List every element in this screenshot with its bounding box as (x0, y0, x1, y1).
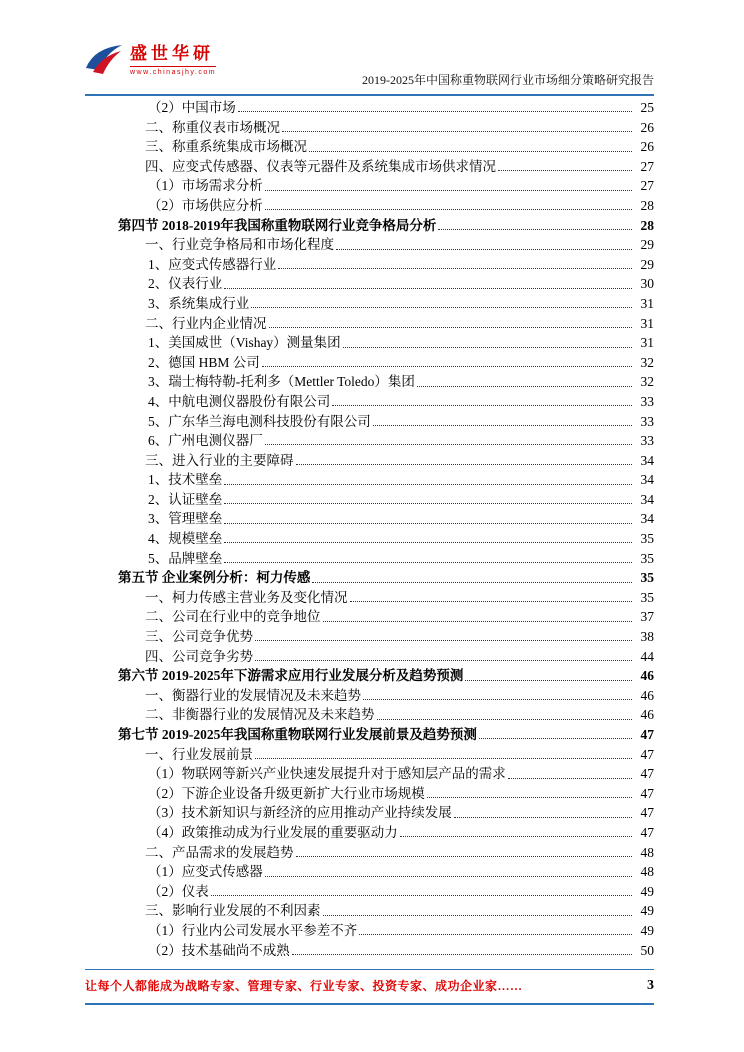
toc-entry-title: 第五节 企业案例分析：柯力传感 (118, 570, 311, 586)
toc-leader-dots (238, 103, 632, 112)
toc-entry-title: （2）中国市场 (148, 100, 236, 115)
toc-entry-page: 47 (640, 785, 654, 801)
toc-entry[interactable] (85, 196, 654, 216)
toc-leader-dots (465, 671, 632, 680)
toc-entry-title: 6、广州电测仪器厂 (148, 433, 263, 449)
toc-entry-page: 33 (640, 393, 654, 409)
toc-leader-dots (278, 260, 632, 269)
toc-leader-dots (336, 240, 632, 249)
toc-entry-title: 1、应变式传感器行业 (148, 256, 277, 272)
toc-entry-title: 一、行业发展前景 (145, 746, 253, 762)
toc-leader-dots (282, 123, 632, 132)
toc-entry-page: 27 (640, 158, 654, 174)
toc-entry[interactable] (85, 353, 654, 373)
toc-entry-title: 2、德国 HBM 公司 (148, 354, 260, 370)
toc-leader-dots (427, 789, 632, 798)
toc-entry-page: 46 (640, 707, 654, 723)
toc-leader-dots (479, 730, 632, 739)
toc-entry[interactable] (85, 176, 654, 196)
toc-leader-dots (343, 338, 632, 347)
toc-leader-dots (224, 495, 632, 504)
toc-entry-title: （1）物联网等新兴产业快速发展提升对于感知层产品的需求 (148, 766, 506, 782)
toc-list (85, 98, 654, 960)
footer-divider-bottom (85, 1003, 654, 1005)
toc-entry[interactable] (85, 372, 654, 392)
toc-entry[interactable] (85, 666, 654, 686)
toc-entry[interactable] (85, 451, 654, 471)
toc-entry-page: 47 (640, 766, 654, 782)
toc-entry[interactable] (85, 431, 654, 451)
toc-leader-dots (498, 162, 632, 171)
toc-entry-page: 34 (640, 491, 654, 507)
toc-entry-page: 47 (640, 746, 654, 762)
toc-leader-dots (417, 378, 632, 387)
toc-entry[interactable] (85, 745, 654, 765)
toc-entry-page: 34 (640, 511, 654, 527)
toc-leader-dots (255, 632, 632, 641)
toc-leader-dots (363, 691, 632, 700)
toc-entry[interactable] (85, 98, 654, 118)
toc-entry-title: 5、品牌壁垒 (148, 550, 223, 566)
toc-entry-page: 49 (640, 883, 654, 899)
toc-entry-page: 35 (640, 570, 654, 586)
toc-entry-title: 一、柯力传感主营业务及变化情况 (145, 589, 348, 605)
toc-entry[interactable] (85, 333, 654, 353)
toc-entry-page: 34 (640, 472, 654, 488)
toc-entry-page: 50 (640, 942, 654, 958)
toc-entry[interactable] (85, 764, 654, 784)
toc-leader-dots (508, 769, 632, 778)
toc-entry-page: 33 (640, 413, 654, 429)
brand-logo (84, 42, 216, 76)
toc-leader-dots (262, 358, 632, 367)
toc-entry-title: （2）技术基础尚不成熟 (148, 942, 290, 958)
toc-entry-title: 二、称重仪表市场概况 (145, 119, 280, 135)
toc-entry-page: 28 (640, 197, 654, 213)
toc-entry-page: 49 (640, 903, 654, 919)
toc-entry-page: 32 (640, 374, 654, 390)
toc-entry[interactable] (85, 921, 654, 941)
toc-entry[interactable] (85, 647, 654, 667)
toc-entry[interactable] (85, 568, 654, 588)
toc-entry[interactable] (85, 607, 654, 627)
toc-leader-dots (373, 417, 632, 426)
toc-entry-title: 1、技术壁垒 (148, 472, 223, 488)
toc-entry-page: 48 (640, 844, 654, 860)
toc-entry[interactable] (85, 470, 654, 490)
toc-leader-dots (251, 299, 632, 308)
toc-leader-dots (265, 201, 632, 210)
toc-entry-page: 26 (640, 119, 654, 135)
toc-entry-title: 2、认证壁垒 (148, 491, 223, 507)
toc-entry-title: 三、进入行业的主要障碍 (145, 452, 294, 468)
toc-entry[interactable] (85, 901, 654, 921)
toc-entry-page: 44 (640, 648, 654, 664)
toc-entry-title: 二、非衡器行业的发展情况及未来趋势 (145, 707, 375, 723)
toc-leader-dots (265, 436, 632, 445)
toc-entry-title: 三、称重系统集成市场概况 (145, 139, 307, 155)
toc-leader-dots (350, 593, 633, 602)
toc-entry[interactable] (85, 862, 654, 882)
toc-entry-page: 48 (640, 864, 654, 880)
toc-entry[interactable] (85, 529, 654, 549)
toc-entry-title: （1）市场需求分析 (148, 178, 263, 194)
brand-text-block (130, 42, 216, 76)
toc-entry-title: 4、中航电测仪器股份有限公司 (148, 393, 331, 409)
toc-entry-title: （2）下游企业设备升级更新扩大行业市场规模 (148, 785, 425, 801)
toc-entry-page: 34 (640, 452, 654, 468)
toc-entry-title: 三、影响行业发展的不利因素 (145, 903, 321, 919)
toc-entry-page: 30 (640, 276, 654, 292)
toc-entry-title: 2、仪表行业 (148, 276, 223, 292)
toc-entry-title: （2）市场供应分析 (148, 197, 263, 213)
toc-entry-title: （1）应变式传感器 (148, 864, 263, 880)
toc-entry[interactable] (85, 705, 654, 725)
toc-entry[interactable] (85, 118, 654, 138)
toc-entry-page: 35 (640, 589, 654, 605)
toc-entry-page: 29 (640, 256, 654, 272)
toc-entry[interactable] (85, 784, 654, 804)
brand-url: www.chinasjhy.com (130, 68, 217, 76)
toc-entry-title: 一、衡器行业的发展情况及未来趋势 (145, 687, 361, 703)
toc-entry-page: 46 (640, 687, 654, 703)
toc-leader-dots (211, 887, 632, 896)
toc-entry[interactable] (85, 588, 654, 608)
toc-entry-page: 29 (640, 237, 654, 253)
toc-entry-page: 31 (640, 315, 654, 331)
toc-entry[interactable] (85, 412, 654, 432)
toc-entry-page: 25 (640, 100, 654, 115)
toc-leader-dots (438, 221, 632, 230)
toc-leader-dots (323, 907, 633, 916)
toc-entry-title: 四、应变式传感器、仪表等元器件及系统集成市场供求情况 (145, 158, 496, 174)
toc-entry[interactable] (85, 490, 654, 510)
toc-leader-dots (265, 182, 632, 191)
brand-name: 盛世华研 (130, 44, 214, 63)
toc-entry-title: 二、产品需求的发展趋势 (145, 844, 294, 860)
toc-entry[interactable] (85, 294, 654, 314)
toc-leader-dots (224, 475, 632, 484)
toc-entry-page: 31 (640, 295, 654, 311)
toc-entry-title: （4）政策推动成为行业发展的重要驱动力 (148, 824, 398, 840)
toc-entry[interactable] (85, 392, 654, 412)
toc-leader-dots (309, 142, 632, 151)
toc-leader-dots (224, 280, 632, 289)
toc-leader-dots (292, 946, 632, 955)
toc-entry-page: 47 (640, 727, 654, 742)
toc-entry-page: 28 (640, 217, 654, 233)
toc-entry-title: 三、公司竞争优势 (145, 629, 253, 645)
toc-entry-page: 47 (640, 824, 654, 840)
toc-leader-dots (296, 848, 633, 857)
page-header (84, 38, 654, 94)
toc-leader-dots (454, 809, 632, 818)
toc-entry[interactable] (85, 549, 654, 569)
page-number: 3 (647, 977, 654, 993)
toc-entry[interactable] (85, 137, 654, 157)
toc-entry[interactable] (85, 823, 654, 843)
toc-entry-title: 第七节 2019-2025年我国称重物联网行业发展前景及趋势预测 (118, 727, 477, 742)
toc-entry-title: 二、行业内企业情况 (145, 315, 267, 331)
toc-entry[interactable] (85, 941, 654, 961)
toc-entry-page: 27 (640, 178, 654, 194)
report-title: 2019-2025年中国称重物联网行业市场细分策略研究报告 (362, 73, 654, 87)
toc-leader-dots (224, 554, 632, 563)
toc-entry-page: 38 (640, 629, 654, 645)
toc-leader-dots (296, 456, 633, 465)
toc-leader-dots (377, 711, 633, 720)
toc-entry-title: （3）技术新知识与新经济的应用推动产业持续发展 (148, 805, 452, 821)
toc-leader-dots (255, 750, 632, 759)
toc-entry-page: 26 (640, 139, 654, 155)
toc-entry-page: 37 (640, 609, 654, 625)
toc-entry-title: 第四节 2018-2019年我国称重物联网行业竞争格局分析 (118, 217, 437, 233)
footer-row (85, 970, 654, 1003)
toc-entry[interactable] (85, 803, 654, 823)
toc-entry[interactable] (85, 157, 654, 177)
toc-entry-page: 35 (640, 550, 654, 566)
toc-leader-dots (359, 926, 632, 935)
toc-leader-dots (224, 534, 632, 543)
toc-leader-dots (255, 652, 632, 661)
toc-entry-title: （2）仪表 (148, 883, 209, 899)
toc-entry[interactable] (85, 843, 654, 863)
brand-underline (130, 66, 216, 67)
toc-entry-title: 二、公司在行业中的竞争地位 (145, 609, 321, 625)
toc-entry-page: 31 (640, 335, 654, 351)
toc-entry[interactable] (85, 314, 654, 334)
toc-entry[interactable] (85, 255, 654, 275)
toc-entry-title: 5、广东华兰海电测科技股份有限公司 (148, 413, 371, 429)
header-divider (85, 94, 654, 96)
toc-leader-dots (323, 613, 633, 622)
toc-leader-dots (400, 828, 632, 837)
toc-entry[interactable] (85, 216, 654, 236)
toc-entry-title: 四、公司竞争劣势 (145, 648, 253, 664)
toc-leader-dots (269, 319, 633, 328)
toc-entry-title: 3、系统集成行业 (148, 295, 250, 311)
toc-leader-dots (265, 867, 632, 876)
toc-entry[interactable] (85, 686, 654, 706)
page-footer (85, 969, 654, 1005)
toc-entry-title: 3、瑞士梅特勒-托利多（Mettler Toledo）集团 (148, 374, 415, 390)
toc-entry-page: 35 (640, 531, 654, 547)
toc-entry-page: 47 (640, 805, 654, 821)
toc-entry-title: 1、美国威世（Vishay）测量集团 (148, 335, 341, 351)
toc-entry[interactable] (85, 235, 654, 255)
toc-leader-dots (224, 515, 632, 524)
toc-entry-title: 4、规模壁垒 (148, 531, 223, 547)
logo-book-icon (84, 42, 124, 76)
toc-entry-title: 一、行业竞争格局和市场化程度 (145, 237, 334, 253)
toc-entry[interactable] (85, 274, 654, 294)
toc-entry-title: 第六节 2019-2025年下游需求应用行业发展分析及趋势预测 (118, 668, 464, 684)
toc-entry-page: 49 (640, 922, 654, 938)
toc-leader-dots (312, 573, 632, 582)
footer-slogan: 让每个人都能成为战略专家、管理专家、行业专家、投资专家、成功企业家…… (85, 979, 523, 993)
toc-entry[interactable] (85, 627, 654, 647)
toc-entry[interactable] (85, 882, 654, 902)
toc-entry[interactable] (85, 725, 654, 745)
toc-entry-title: 3、管理壁垒 (148, 511, 223, 527)
toc-entry[interactable] (85, 509, 654, 529)
toc-entry-page: 46 (640, 668, 654, 684)
toc-leader-dots (332, 397, 632, 406)
toc-entry-page: 32 (640, 354, 654, 370)
toc-entry-page: 33 (640, 433, 654, 449)
toc-entry-title: （1）行业内公司发展水平参差不齐 (148, 922, 358, 938)
